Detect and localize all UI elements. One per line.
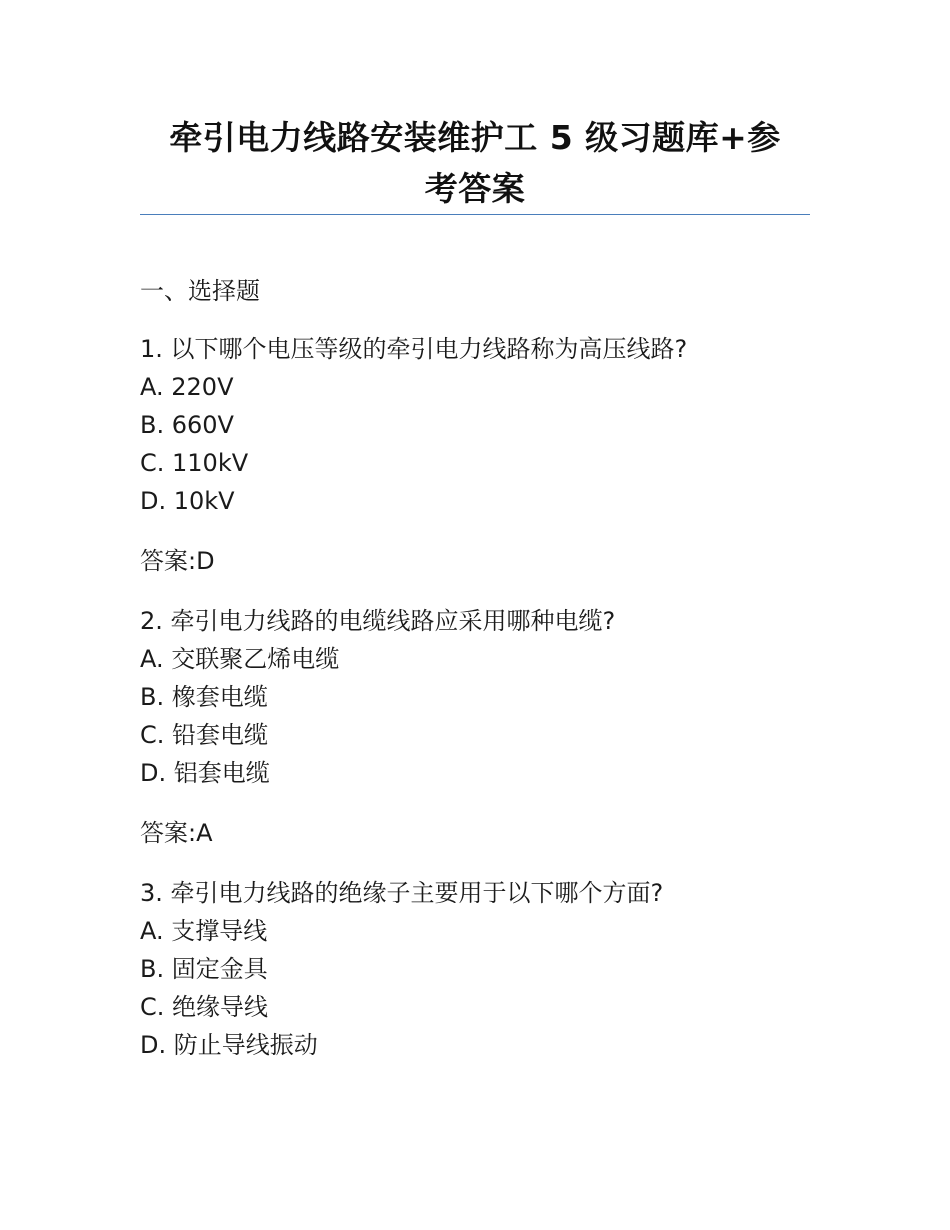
question-text: 3. 牵引电力线路的绝缘子主要用于以下哪个方面?	[140, 879, 664, 907]
option-d: D. 铝套电缆	[140, 759, 270, 787]
document-title	[140, 112, 810, 214]
title-underline	[140, 214, 810, 215]
question-text: 2. 牵引电力线路的电缆线路应采用哪种电缆?	[140, 607, 616, 635]
question-3	[140, 874, 810, 1064]
option-b: B. 660V	[140, 411, 234, 439]
option-c: C. 铅套电缆	[140, 721, 269, 749]
option-d: D. 10kV	[140, 487, 235, 515]
question-1	[140, 330, 810, 520]
answer-1: 答案:D	[140, 547, 215, 575]
option-c: C. 绝缘导线	[140, 993, 269, 1021]
question-text: 1. 以下哪个电压等级的牵引电力线路称为高压线路?	[140, 335, 688, 363]
title-line-2: 考答案	[424, 169, 526, 208]
option-a: A. 支撑导线	[140, 917, 268, 945]
option-b: B. 固定金具	[140, 955, 268, 983]
option-a: A. 220V	[140, 373, 234, 401]
title-line-1: 牵引电力线路安装维护工 5 级习题库+参	[169, 118, 781, 157]
option-b: B. 橡套电缆	[140, 683, 268, 711]
option-a: A. 交联聚乙烯电缆	[140, 645, 340, 673]
option-d: D. 防止导线振动	[140, 1031, 318, 1059]
answer-2: 答案:A	[140, 819, 213, 847]
document-body	[140, 272, 810, 1086]
section-heading: 一、选择题	[140, 277, 260, 305]
question-2	[140, 602, 810, 792]
option-c: C. 110kV	[140, 449, 249, 477]
